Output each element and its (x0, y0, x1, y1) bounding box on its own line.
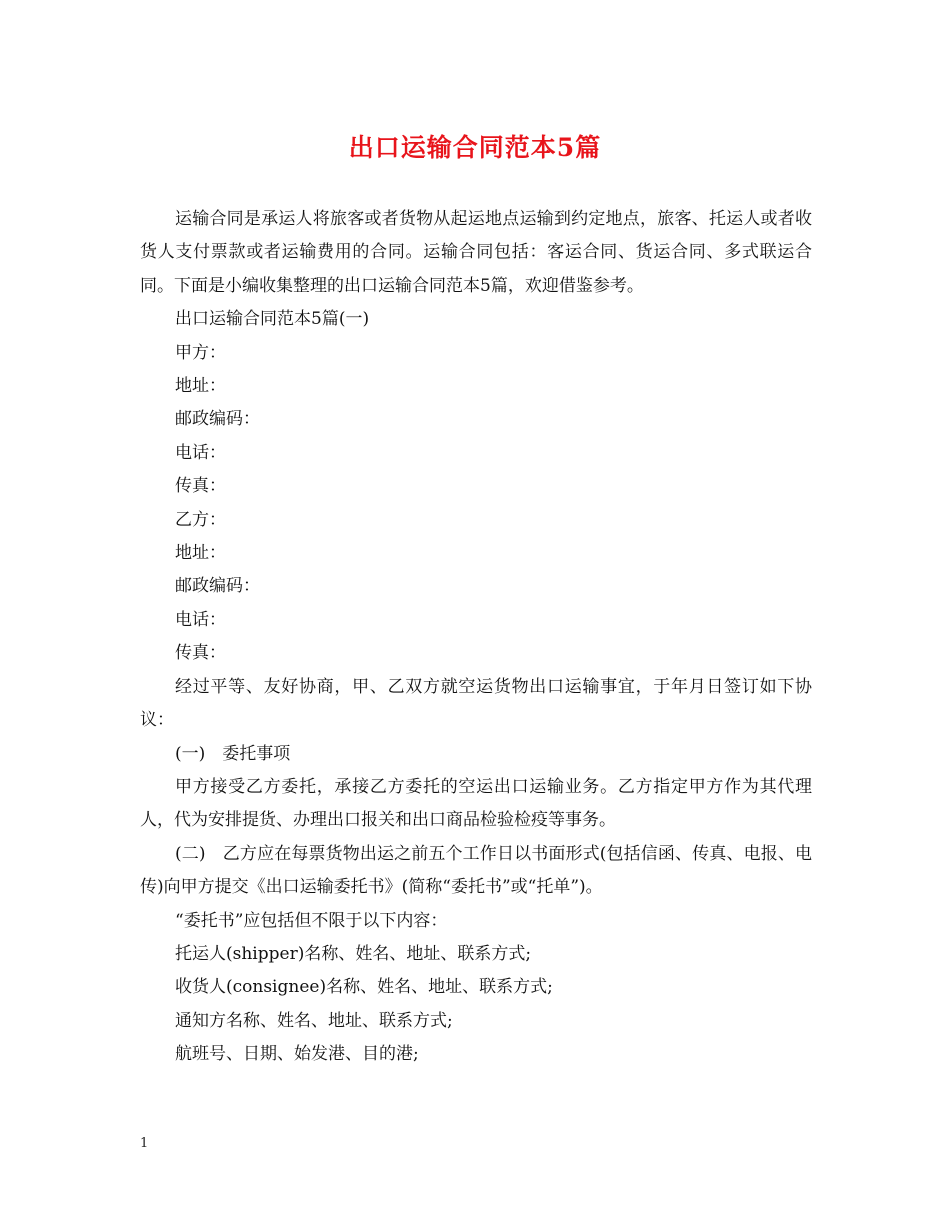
page-number: 1 (140, 1136, 149, 1151)
intro-paragraph: 运输合同是承运人将旅客或者货物从起运地点运输到约定地点，旅客、托运人或者收货人支付票款或者运输费用的合同。运输合同包括：客运合同、货运合同、多式联运合同。下面是小编收集整理的出口运输合同范本5篇，欢迎借鉴参考。 (140, 209, 812, 296)
clause-2-body: (二) 乙方应在每票货物出运之前五个工作日以书面形式(包括信函、传真、电报、电传)向甲方提交《出口运输委托书》(简称“委托书”或“托单”)。 (140, 843, 812, 898)
party-b-postcode-label: 邮政编码： (175, 576, 260, 597)
notify-party-item: 通知方名称、姓名、地址、联系方式; (175, 1010, 453, 1031)
document-body (140, 203, 812, 1072)
flight-item: 航班号、日期、始发港、目的港; (175, 1044, 419, 1065)
party-b-fax-label: 传真： (175, 643, 226, 664)
party-a-address-label: 地址： (175, 376, 226, 397)
section-heading: 出口运输合同范本5篇(一) (175, 309, 370, 330)
party-a-fax-label: 传真： (175, 476, 226, 497)
party-b-label: 乙方： (175, 509, 226, 530)
party-b-phone-label: 电话： (175, 609, 226, 630)
shipper-item: 托运人(shipper)名称、姓名、地址、联系方式; (175, 943, 532, 964)
party-b-address-label: 地址： (175, 543, 226, 564)
document-title: 出口运输合同范本5篇 (348, 133, 602, 162)
clause-1-heading: (一) 委托事项 (175, 743, 291, 764)
commission-contents-heading: “委托书”应包括但不限于以下内容： (175, 910, 448, 931)
party-a-postcode-label: 邮政编码： (175, 409, 260, 430)
clause-1-body: 甲方接受乙方委托，承接乙方委托的空运出口运输业务。乙方指定甲方作为其代理人，代为安排提货、办理出口报关和出口商品检验检疫等事务。 (140, 776, 812, 831)
party-a-label: 甲方： (175, 342, 226, 363)
agreement-paragraph: 经过平等、友好协商，甲、乙双方就空运货物出口运输事宜，于年月日签订如下协议： (140, 676, 812, 731)
party-a-phone-label: 电话： (175, 442, 226, 463)
consignee-item: 收货人(consignee)名称、姓名、地址、联系方式; (175, 977, 553, 998)
